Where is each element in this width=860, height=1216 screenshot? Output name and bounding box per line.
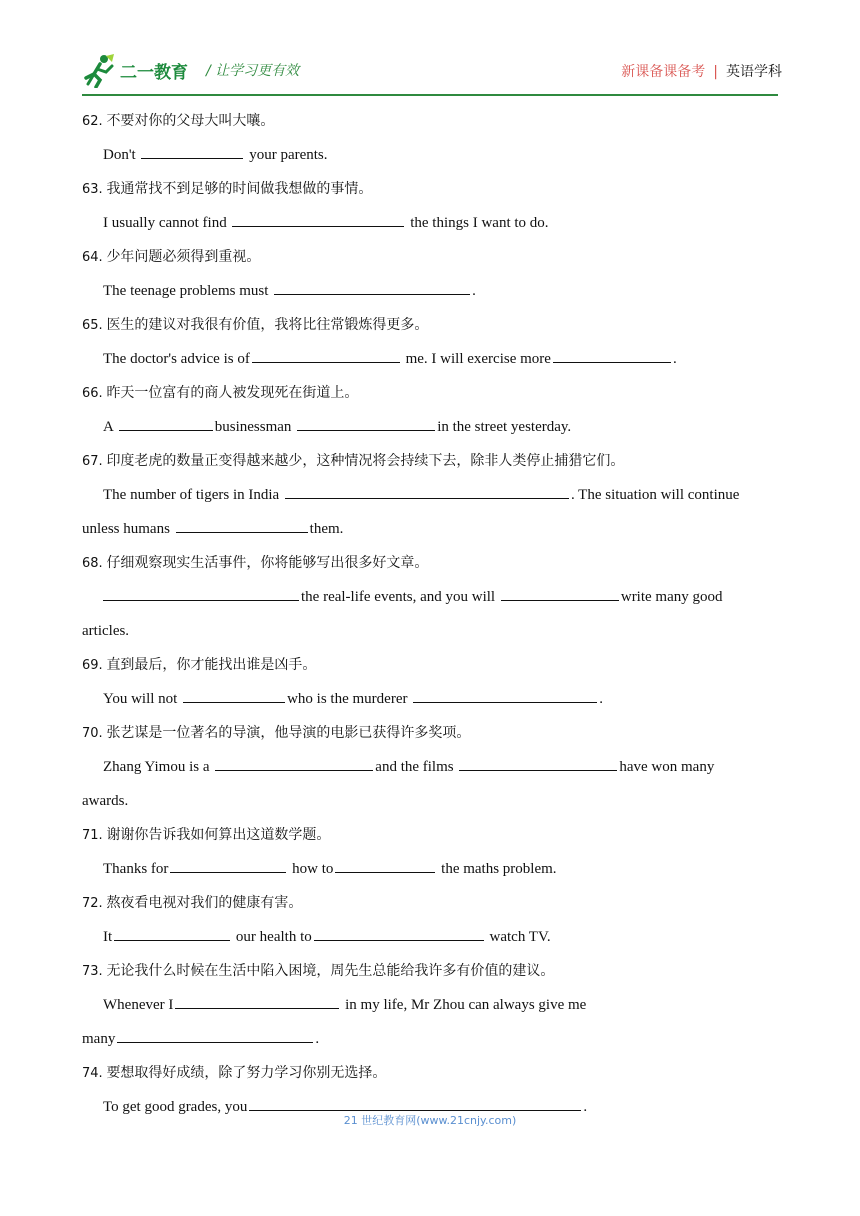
- english-text: Zhang Yimou is a: [103, 759, 214, 775]
- english-text: The teenage problems must: [103, 283, 269, 299]
- answer-blank[interactable]: [175, 994, 339, 1009]
- english-text: in the street yesterday.: [437, 419, 572, 435]
- english-text: Whenever I: [103, 997, 174, 1013]
- english-text: how to: [288, 861, 334, 877]
- english-text: .: [672, 351, 677, 367]
- english-text: Don't: [103, 147, 136, 163]
- question-chinese: 熬夜看电视对我们的健康有害。: [106, 895, 303, 911]
- answer-blank[interactable]: [335, 858, 435, 873]
- english-text: the real-life events, and you will: [301, 589, 499, 605]
- english-text: You will not: [103, 691, 182, 707]
- answer-blank[interactable]: [119, 416, 213, 431]
- english-text: articles.: [82, 623, 130, 639]
- header-subject: 英语学科: [726, 64, 782, 80]
- question-chinese: 少年问题必须得到重视。: [106, 249, 261, 265]
- question-number: 67.: [82, 454, 103, 469]
- answer-blank[interactable]: [183, 688, 285, 703]
- question-number: 62.: [82, 114, 103, 129]
- answer-blank[interactable]: [141, 144, 243, 159]
- logo-text: 二一教育: [120, 63, 188, 83]
- english-text: watch TV.: [485, 929, 551, 945]
- question-chinese: 昨天一位富有的商人被发现死在街道上。: [106, 385, 359, 401]
- english-text: The number of tigers in India: [103, 487, 280, 503]
- question-number: 73.: [82, 964, 103, 979]
- question-66: [82, 376, 772, 444]
- answer-blank[interactable]: [252, 348, 400, 363]
- answer-blank[interactable]: [501, 586, 619, 601]
- english-text: write many good: [620, 589, 723, 605]
- english-text: have won many: [619, 759, 715, 775]
- english-text: who is the murderer: [287, 691, 412, 707]
- answer-blank[interactable]: [285, 484, 569, 499]
- question-63: [82, 172, 772, 240]
- question-67: [82, 444, 772, 546]
- question-70: [82, 716, 772, 818]
- page-footer: 21 世纪教育网(www.21cnjy.com): [343, 1114, 517, 1127]
- question-number: 71.: [82, 828, 103, 843]
- english-text: them.: [309, 521, 344, 537]
- answer-blank[interactable]: [413, 688, 597, 703]
- page-header: [82, 54, 782, 94]
- english-text: Thanks for: [103, 861, 169, 877]
- english-text: . The situation will continue: [570, 487, 740, 503]
- english-text: I usually cannot find: [103, 215, 227, 231]
- english-text: businessman: [214, 419, 296, 435]
- question-number: 65.: [82, 318, 103, 333]
- english-text: .: [472, 283, 476, 299]
- question-number: 74.: [82, 1066, 103, 1081]
- question-number: 66.: [82, 386, 103, 401]
- header-right: [621, 61, 782, 81]
- english-text: .: [315, 1031, 320, 1047]
- english-text: many: [82, 1031, 116, 1047]
- question-62: [82, 104, 772, 172]
- answer-blank[interactable]: [314, 926, 484, 941]
- running-person-icon: [82, 54, 118, 88]
- english-text: awards.: [82, 793, 129, 809]
- question-chinese: 印度老虎的数量正变得越来越少，这种情况将会持续下去，除非人类停止捕猎它们。: [106, 453, 625, 469]
- answer-blank[interactable]: [249, 1096, 581, 1111]
- english-text: .: [599, 691, 603, 707]
- english-text: To get good grades, you: [103, 1099, 248, 1115]
- answer-blank[interactable]: [176, 518, 308, 533]
- answer-blank[interactable]: [215, 756, 373, 771]
- question-72: [82, 886, 772, 954]
- question-chinese: 不要对你的父母大叫大嚷。: [106, 113, 275, 129]
- answer-blank[interactable]: [103, 586, 299, 601]
- answer-blank[interactable]: [114, 926, 230, 941]
- slogan: / 让学习更有效: [206, 63, 300, 79]
- question-73: [82, 954, 772, 1056]
- question-number: 72.: [82, 896, 103, 911]
- header-divider: [82, 94, 778, 96]
- english-text: our health to: [232, 929, 312, 945]
- question-chinese: 无论我什么时候在生活中陷入困境，周先生总能给我许多有价值的建议。: [106, 963, 555, 979]
- question-chinese: 仔细观察现实生活事件，你将能够写出很多好文章。: [106, 555, 429, 571]
- header-course-label: 新课备课备考: [621, 64, 706, 80]
- question-chinese: 直到最后，你才能找出谁是凶手。: [106, 657, 317, 673]
- answer-blank[interactable]: [170, 858, 286, 873]
- answer-blank[interactable]: [274, 280, 470, 295]
- question-list: [82, 104, 772, 1124]
- question-number: 63.: [82, 182, 103, 197]
- question-71: [82, 818, 772, 886]
- english-text: the maths problem.: [437, 861, 557, 877]
- header-separator: |: [713, 64, 718, 80]
- question-chinese: 谢谢你告诉我如何算出这道数学题。: [106, 827, 331, 843]
- english-text: in my life, Mr Zhou can always give me: [341, 997, 587, 1013]
- question-chinese: 要想取得好成绩，除了努力学习你别无选择。: [106, 1065, 387, 1081]
- question-chinese: 医生的建议对我很有价值，我将比往常锻炼得更多。: [106, 317, 429, 333]
- question-number: 69.: [82, 658, 103, 673]
- question-number: 68.: [82, 556, 103, 571]
- question-68: [82, 546, 772, 648]
- answer-blank[interactable]: [232, 212, 404, 227]
- question-number: 70.: [82, 726, 103, 741]
- english-text: The doctor's advice is of: [103, 351, 250, 367]
- english-text: It: [103, 929, 113, 945]
- answer-blank[interactable]: [553, 348, 671, 363]
- english-text: .: [583, 1099, 588, 1115]
- question-number: 64.: [82, 250, 103, 265]
- question-65: [82, 308, 772, 376]
- english-text: your parents.: [245, 147, 328, 163]
- answer-blank[interactable]: [459, 756, 617, 771]
- question-chinese: 我通常找不到足够的时间做我想做的事情。: [106, 181, 373, 197]
- question-chinese: 张艺谋是一位著名的导演，他导演的电影已获得许多奖项。: [106, 725, 471, 741]
- english-text: A: [103, 419, 117, 435]
- english-text: and the films: [375, 759, 458, 775]
- question-64: [82, 240, 772, 308]
- english-text: the things I want to do.: [406, 215, 549, 231]
- english-text: me. I will exercise more: [401, 351, 551, 367]
- answer-blank[interactable]: [297, 416, 435, 431]
- question-69: [82, 648, 772, 716]
- english-text: unless humans: [82, 521, 174, 537]
- answer-blank[interactable]: [117, 1028, 313, 1043]
